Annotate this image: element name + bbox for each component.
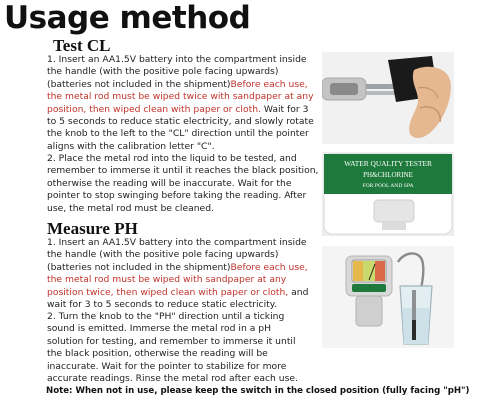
label-line-1: WATER QUALITY TESTER bbox=[344, 159, 432, 168]
photo-tester-label bbox=[322, 152, 454, 236]
cl-step1-warning: Before each use, the metal rod must be wiped twice with sandpaper at any position, then wiped clean with paper or cloth. bbox=[47, 78, 314, 115]
cl-step1-paragraph bbox=[47, 54, 319, 153]
sandpaper-wiping-image bbox=[322, 52, 454, 144]
photo-sandpaper-wiping bbox=[322, 52, 454, 144]
cl-step1-text-cont: Wait for 3 to 5 seconds to reduce static electricity, and slowly rotate the knob to the left to the "CL" direction until the pointer aligns with the calibration letter "C". bbox=[47, 103, 314, 152]
page-title: Usage method bbox=[4, 0, 251, 36]
photo-tester-in-glass bbox=[322, 246, 454, 348]
section-heading-cl: Test CL bbox=[53, 36, 111, 55]
label-line-2: PH&CHLORINE bbox=[363, 171, 413, 179]
cl-step2-paragraph: 2. Place the metal rod into the liquid to be tested, and remember to immerse it until it reaches the black position, otherwise the reading will be inaccurate. Wait for the pointer to stop swinging before taking the reading. After use, the metal rod must be cleaned. bbox=[47, 153, 319, 214]
ph-step1-paragraph bbox=[47, 237, 309, 311]
ph-step2-paragraph: 2. Turn the knob to the "PH" direction until a ticking sound is emitted. Immerse the metal rod in a pH solution for testing, and remember to immerse it until the black position, otherwise the reading will be inaccurate. Wait for the pointer to stabilize for more accurate readings. Rinse the metal rod after each use. bbox=[47, 311, 298, 385]
tester-label-image bbox=[322, 152, 454, 236]
tester-in-glass-image bbox=[322, 246, 454, 348]
ph-step1-warning: Before each use, the metal rod must be wiped with sandpaper at any position twice, then wiped clean with paper or cloth, bbox=[47, 261, 308, 298]
ph-step1-text-cont: and wait for 3 to 5 seconds to reduce static electricity. bbox=[47, 286, 309, 311]
label-line-3: FOR POOL AND SPA bbox=[362, 183, 414, 189]
cl-step1-text: 1. Insert an AA1.5V battery into the compartment inside the handle (with the positive pole facing upwards) (batteries not included in the shipment) bbox=[47, 54, 307, 90]
section-heading-ph: Measure PH bbox=[47, 219, 138, 238]
ph-step1-text: 1. Insert an AA1.5V battery into the compartment inside the handle (with the positive pole facing upwards) (batteries not included in the shipment) bbox=[47, 237, 307, 273]
usage-note: Note: When not in use, please keep the switch in the closed position (fully facing "pH") bbox=[46, 386, 470, 396]
